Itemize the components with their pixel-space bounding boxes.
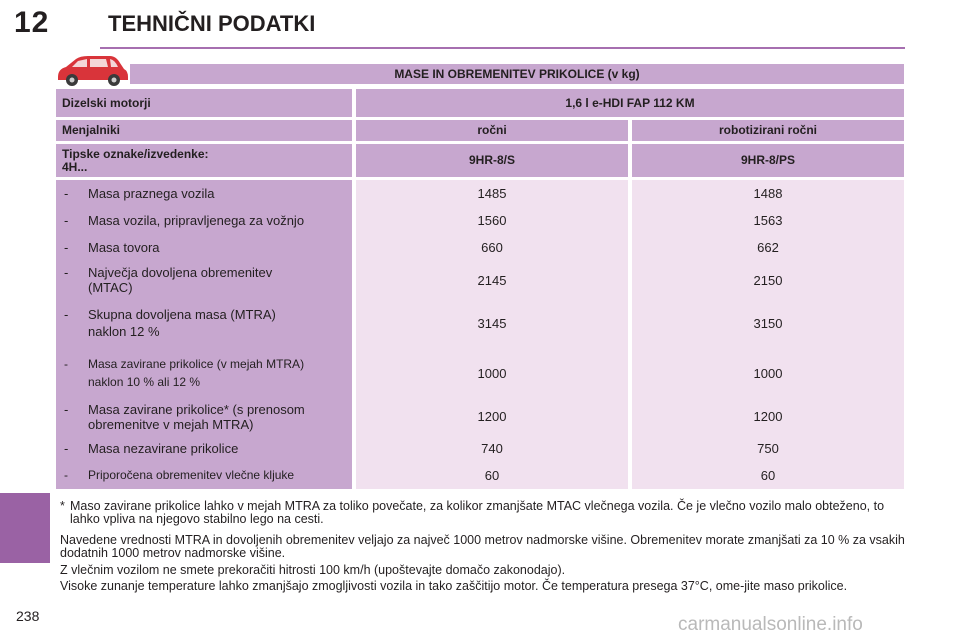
row-bullet: - bbox=[64, 307, 69, 322]
row-value-auto: 1488 bbox=[753, 186, 783, 201]
row-value-manual: 1200 bbox=[477, 409, 507, 424]
paragraph-temperature: Visoke zunanje temperature lahko zmanjšajo zmogljivosti vozila in tako zaščitijo motor. Če temperatura presega 37°C, ome-jite maso prikolice. bbox=[60, 579, 848, 593]
row-value-manual: 740 bbox=[481, 441, 503, 456]
gearbox-auto bbox=[632, 120, 904, 141]
gearbox-auto-text: robotizirani ročni bbox=[718, 123, 817, 137]
chapter-tab bbox=[0, 493, 50, 563]
row-label: Skupna dovoljena masa (MTRA) bbox=[88, 307, 276, 322]
row-label: Masa praznega vozila bbox=[88, 186, 215, 201]
row-value-auto: 750 bbox=[757, 441, 779, 456]
row-bullet: - bbox=[64, 240, 69, 255]
row-label: Masa zavirane prikolice* (s prenosom obremenitve v mejah MTRA) bbox=[88, 402, 305, 432]
row-value-auto: 1563 bbox=[753, 213, 783, 228]
row-label: Največja dovoljena obremenitev (MTAC) bbox=[88, 265, 273, 295]
gearbox-label bbox=[56, 120, 352, 141]
row-label: Masa nezavirane prikolice bbox=[88, 441, 239, 456]
car-icon bbox=[54, 53, 130, 87]
row-value-manual: 60 bbox=[484, 468, 500, 483]
type-manual-text: 9HR-8/S bbox=[468, 153, 515, 167]
row-bullet: - bbox=[64, 468, 68, 482]
engine-value bbox=[356, 89, 904, 117]
row-value-manual: 1485 bbox=[477, 186, 507, 201]
row-bullet: - bbox=[64, 186, 69, 201]
row-label: Masa vozila, pripravljenega za vožnjo bbox=[88, 213, 305, 228]
row-label: Priporočena obremenitev vlečne kljuke bbox=[88, 468, 295, 482]
chapter-number: 12 bbox=[14, 6, 50, 39]
watermark: carmanualsonline.info bbox=[678, 614, 863, 635]
types-label bbox=[56, 144, 352, 177]
row-value-manual: 660 bbox=[481, 240, 503, 255]
type-auto-text: 9HR-8/PS bbox=[740, 153, 796, 167]
gearbox-label-text: Menjalniki bbox=[62, 123, 121, 137]
header-divider bbox=[100, 47, 905, 49]
row-bullet: - bbox=[64, 213, 69, 228]
row-value-manual: 2145 bbox=[477, 273, 507, 288]
row-sublabel: naklon 10 % ali 12 % bbox=[88, 375, 201, 389]
gearbox-manual bbox=[356, 120, 628, 141]
row-label: Masa zavirane prikolice (v mejah MTRA) bbox=[88, 357, 305, 371]
page-number: 238 bbox=[16, 608, 40, 624]
row-bullet: - bbox=[64, 402, 69, 417]
paragraph-speed: Z vlečnim vozilom ne smete prekoračiti hitrosti 100 km/h (upoštevajte domačo zakonodajo). bbox=[60, 563, 566, 577]
row-value-manual: 1560 bbox=[477, 213, 507, 228]
row-bullet: - bbox=[64, 357, 68, 371]
row-bullet: - bbox=[64, 441, 69, 456]
footnote-text: Maso zavirane prikolice lahko v mejah MTRA za toliko povečate, za kolikor zmanjšate MTAC vlečnega vozila. Če je vlečno vozilo malo obteženo, to lahko vpliva na njegovo stabilno lego na cesti. bbox=[70, 499, 885, 526]
row-value-auto: 60 bbox=[760, 468, 776, 483]
paragraph-altitude: Navedene vrednosti MTRA in dovoljenih obremenitev veljajo za največ 1000 metrov nadmorske višine. Obremenitev morate zmanjšati za 10 % za vsakih dodatnih 1000 metrov nadmorske višine. bbox=[60, 533, 905, 560]
row-bullet: - bbox=[64, 265, 69, 280]
engine-label-text: Dizelski motorji bbox=[62, 96, 151, 110]
footnote bbox=[60, 500, 905, 526]
row-value-auto: 1200 bbox=[753, 409, 783, 424]
row-value-manual: 1000 bbox=[477, 366, 507, 381]
types-label-line2: 4H... bbox=[62, 160, 88, 174]
gearbox-manual-text: ročni bbox=[477, 123, 507, 137]
row-label: Masa tovora bbox=[88, 240, 160, 255]
row-sublabel: naklon 12 % bbox=[88, 324, 160, 339]
row-value-auto: 662 bbox=[757, 240, 779, 255]
page-title: TEHNIČNI PODATKI bbox=[108, 11, 316, 36]
type-manual bbox=[356, 144, 628, 177]
types-label-line1: Tipske oznake/izvedenke: bbox=[62, 147, 209, 161]
row-value-auto: 2150 bbox=[753, 273, 783, 288]
type-auto bbox=[632, 144, 904, 177]
table-title: MASE IN OBREMENITEV PRIKOLICE (v kg) bbox=[130, 64, 904, 84]
row-value-manual: 3145 bbox=[477, 316, 507, 331]
footnote-marker: * bbox=[60, 499, 65, 513]
row-value-auto: 1000 bbox=[753, 366, 783, 381]
row-value-auto: 3150 bbox=[753, 316, 783, 331]
engine-value-text: 1,6 l e-HDI FAP 112 KM bbox=[565, 96, 695, 110]
engine-label bbox=[56, 89, 352, 117]
